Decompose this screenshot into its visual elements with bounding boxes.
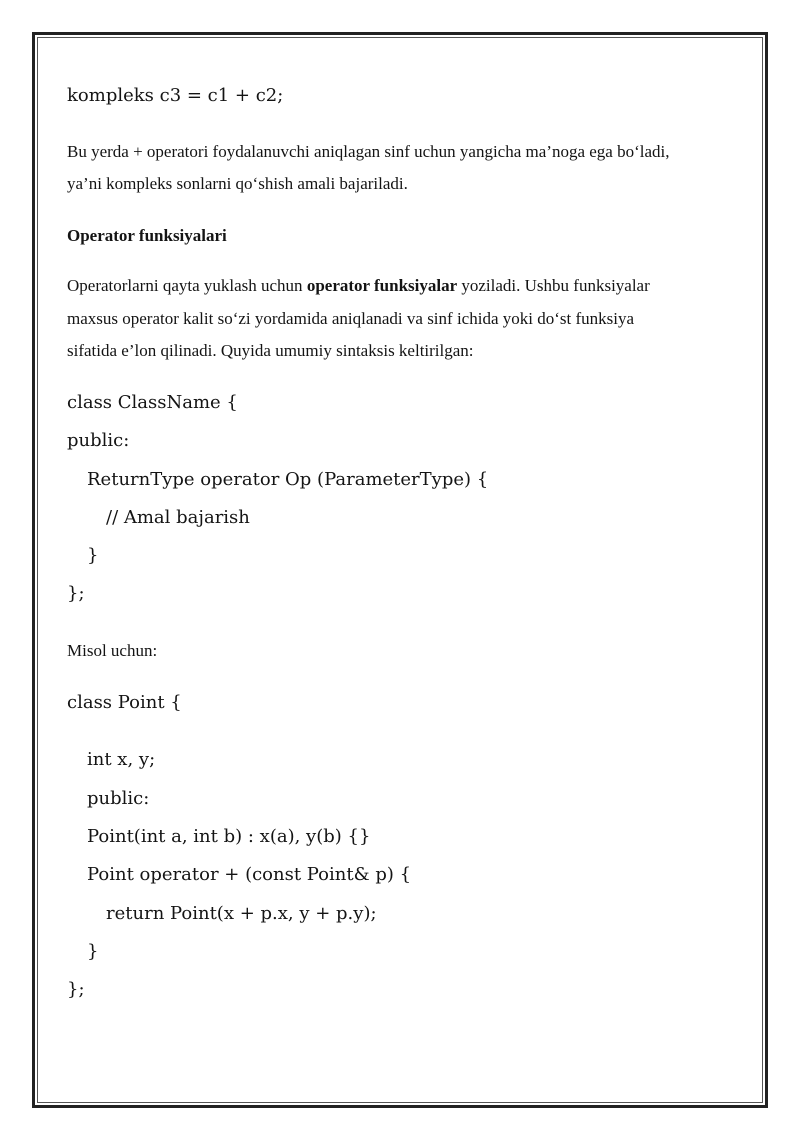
paragraph-line: maxsus operator kalit so‘zi yordamida aniqlanadi va sinf ichida yoki do‘st funksiya <box>67 309 635 328</box>
code-line: } <box>87 941 99 962</box>
code-line: // Amal bajarish <box>106 507 250 528</box>
code-line: kompleks c3 = c1 + c2; <box>67 85 284 106</box>
paragraph-line <box>67 276 650 296</box>
paragraph-line: ya’ni kompleks sonlarni qo‘shish amali bajariladi. <box>67 174 408 193</box>
page-border-inner <box>37 37 763 1103</box>
paragraph-line: Bu yerda + operatori foydalanuvchi aniqlagan sinf uchun yangicha ma’noga ega bo‘ladi, <box>67 142 670 161</box>
paragraph-line: sifatida e’lon qilinadi. Quyida umumiy sintaksis keltirilgan: <box>67 341 474 360</box>
paragraph-text: yoziladi. Ushbu funksiyalar <box>457 276 650 295</box>
code-line: ReturnType operator Op (ParameterType) { <box>87 469 489 490</box>
code-line: return Point(x + p.x, y + p.y); <box>106 903 377 924</box>
code-line: public: <box>87 788 150 809</box>
code-line: int x, y; <box>87 749 156 770</box>
code-line: } <box>87 545 99 566</box>
code-line: }; <box>67 979 85 1000</box>
code-line: }; <box>67 583 85 604</box>
code-line: Point operator + (const Point& p) { <box>87 864 412 885</box>
example-label: Misol uchun: <box>67 641 158 660</box>
bold-term: operator funksiyalar <box>306 276 458 295</box>
paragraph-text: Operatorlarni qayta yuklash uchun <box>67 276 307 295</box>
section-heading: Operator funksiyalari <box>67 226 227 245</box>
code-line: Point(int a, int b) : x(a), y(b) {} <box>87 826 371 847</box>
code-line: class ClassName { <box>67 392 238 413</box>
code-line: public: <box>67 430 130 451</box>
code-line: class Point { <box>67 692 182 713</box>
